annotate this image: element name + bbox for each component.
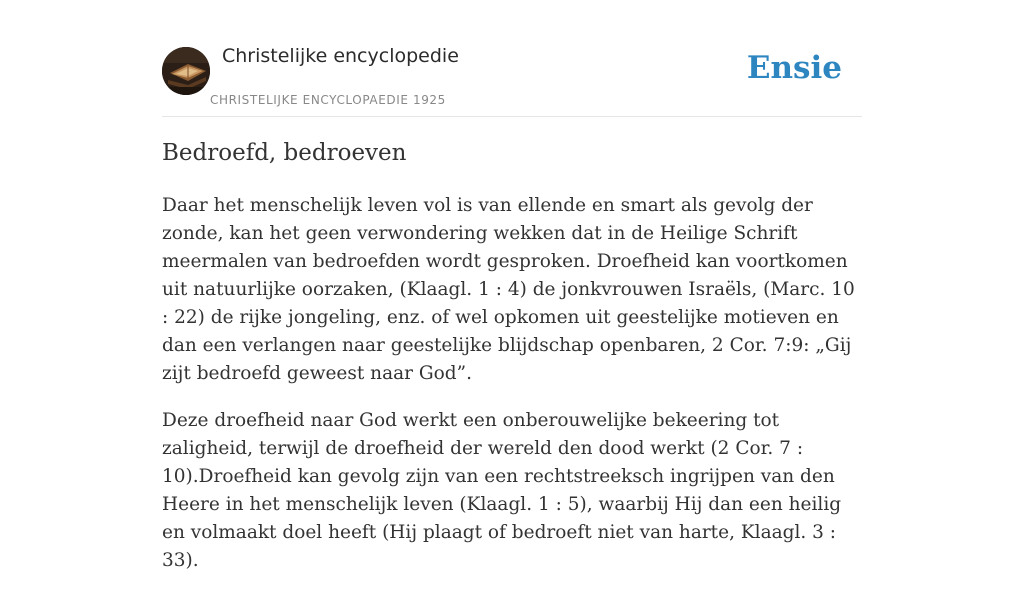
article-paragraph: Deze droefheid naar God werkt een onberouwelijke bekeering tot zaligheid, terwijl de droefheid der wereld den dood werkt (2 Cor. 7 : 10).Droefheid kan gevolg zijn van een rechtstreeksch ingrijpen van den Heere in het menschelijk leven (Klaagl. 1 : 5), waarbij Hij dan een heilig en volmaakt doel heeft (Hij plaagt of bedroeft niet van harte, Klaagl. 3 : 33). [162,410,842,571]
page [162,0,862,571]
article-paragraph: Daar het menschelijk leven vol is van ellende en smart als gevolg der zonde, kan het geen verwondering wekken dat in de Heilige Schrift meermalen van bedroefden wordt gesproken. Droefheid kan voortkomen uit natuurlijke oorzaken, (Klaagl. 1 : 4) de jonkvrouwen Israëls, (Marc. 10 : 22) de rijke jongeling, enz. of wel opkomen uit geestelijke motieven en dan een verlangen naar geestelijke blijdschap openbaren, 2 Cor. 7:9: „Gij zijt bedroefd geweest naar God”. [162,195,855,384]
source-avatar[interactable] [162,47,210,95]
source-subtitle[interactable]: CHRISTELIJKE ENCYCLOPAEDIE 1925 [210,93,446,107]
brand-logo[interactable]: Ensie [746,50,842,86]
article-title: Bedroefd, bedroeven [162,140,407,166]
source-name[interactable]: Christelijke encyclopedie [222,45,459,67]
article-body [162,192,866,594]
book-thumbnail-icon [162,47,210,95]
source-header [162,0,862,117]
